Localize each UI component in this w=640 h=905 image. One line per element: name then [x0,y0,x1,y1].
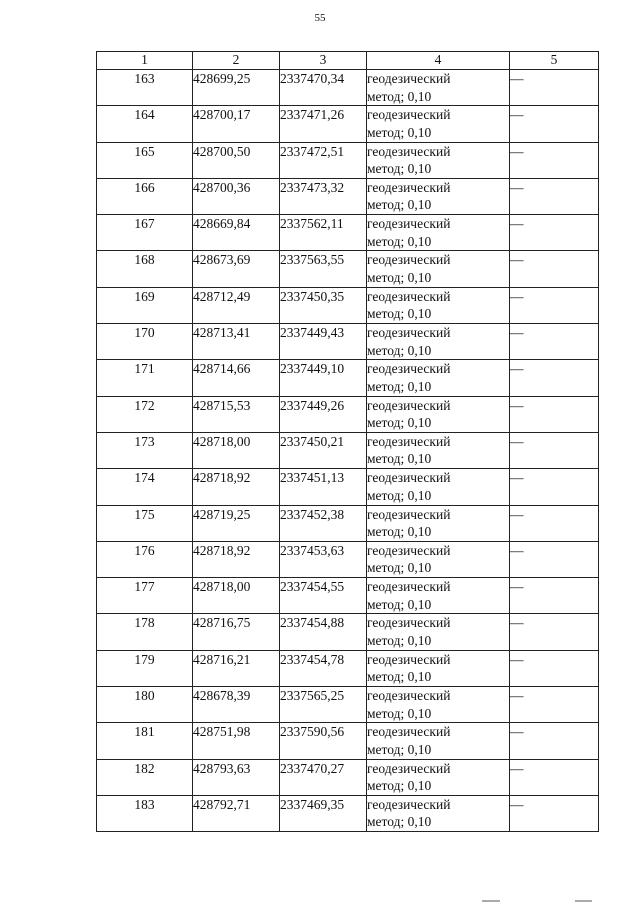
method-line-1: геодезический [367,688,451,704]
table-row [97,614,599,650]
method-line-1: геодезический [367,542,451,558]
method-line-2: метод; 0,10 [367,124,432,140]
method-accuracy [367,795,510,831]
coordinate-x: 428699,25 [193,70,280,106]
coordinate-x: 428669,84 [193,215,280,251]
coordinate-y: 2337450,21 [280,432,367,468]
method-line-2: метод; 0,10 [367,451,432,467]
method-line-1: геодезический [367,579,451,595]
coordinate-x: 428673,69 [193,251,280,287]
point-number: 173 [97,432,193,468]
point-number: 177 [97,578,193,614]
coordinate-x: 428712,49 [193,287,280,323]
table-row [97,251,599,287]
method-line-1: геодезический [367,433,451,449]
method-line-1: геодезический [367,288,451,304]
table-row [97,578,599,614]
point-number: 166 [97,178,193,214]
note-dash: — [510,505,599,541]
method-accuracy [367,541,510,577]
coordinate-y: 2337469,35 [280,795,367,831]
coordinate-y: 2337449,26 [280,396,367,432]
method-line-2: метод; 0,10 [367,669,432,685]
method-accuracy [367,578,510,614]
coordinate-x: 428715,53 [193,396,280,432]
coordinate-y: 2337563,55 [280,251,367,287]
coordinate-x: 428751,98 [193,723,280,759]
method-line-1: геодезический [367,325,451,341]
table-header-row [97,52,599,70]
coordinate-y: 2337565,25 [280,687,367,723]
coordinate-y: 2337453,63 [280,541,367,577]
table-row [97,505,599,541]
note-dash: — [510,396,599,432]
coordinate-y: 2337470,34 [280,70,367,106]
note-dash: — [510,178,599,214]
method-line-2: метод; 0,10 [367,197,432,213]
method-line-2: метод; 0,10 [367,705,432,721]
coordinate-y: 2337449,43 [280,324,367,360]
method-line-1: геодезический [367,107,451,123]
coordinate-y: 2337562,11 [280,215,367,251]
coordinates-table [96,51,599,832]
point-number: 181 [97,723,193,759]
note-dash: — [510,324,599,360]
method-line-2: метод; 0,10 [367,88,432,104]
scan-artifact-marks [480,898,600,904]
method-line-1: геодезический [367,397,451,413]
point-number: 182 [97,759,193,795]
point-number: 165 [97,142,193,178]
note-dash: — [510,469,599,505]
coordinate-y: 2337450,35 [280,287,367,323]
coordinate-y: 2337470,27 [280,759,367,795]
note-dash: — [510,650,599,686]
coordinate-x: 428713,41 [193,324,280,360]
point-number: 170 [97,324,193,360]
method-line-1: геодезический [367,724,451,740]
note-dash: — [510,70,599,106]
coordinate-x: 428678,39 [193,687,280,723]
coordinate-y: 2337454,78 [280,650,367,686]
method-accuracy [367,251,510,287]
method-line-1: геодезический [367,179,451,195]
method-accuracy [367,324,510,360]
point-number: 172 [97,396,193,432]
method-accuracy [367,142,510,178]
coordinate-y: 2337454,55 [280,578,367,614]
table-row [97,142,599,178]
note-dash: — [510,723,599,759]
table-row [97,324,599,360]
method-line-2: метод; 0,10 [367,814,432,830]
coordinate-y: 2337473,32 [280,178,367,214]
method-line-1: геодезический [367,216,451,232]
coordinate-x: 428718,92 [193,469,280,505]
point-number: 175 [97,505,193,541]
coordinate-y: 2337472,51 [280,142,367,178]
point-number: 180 [97,687,193,723]
point-number: 164 [97,106,193,142]
table-row [97,215,599,251]
method-accuracy [367,759,510,795]
method-line-1: геодезический [367,615,451,631]
note-dash: — [510,795,599,831]
table-row [97,432,599,468]
coordinate-y: 2337449,10 [280,360,367,396]
table-row [97,759,599,795]
method-accuracy [367,432,510,468]
note-dash: — [510,432,599,468]
table-row [97,178,599,214]
note-dash: — [510,541,599,577]
table-row [97,723,599,759]
table-row [97,106,599,142]
note-dash: — [510,687,599,723]
table-row [97,70,599,106]
method-accuracy [367,215,510,251]
coordinate-y: 2337471,26 [280,106,367,142]
method-line-2: метод; 0,10 [367,741,432,757]
coordinate-x: 428716,75 [193,614,280,650]
note-dash: — [510,287,599,323]
method-line-2: метод; 0,10 [367,632,432,648]
method-line-2: метод; 0,10 [367,415,432,431]
method-line-1: геодезический [367,71,451,86]
note-dash: — [510,360,599,396]
method-line-2: метод; 0,10 [367,306,432,322]
table-row [97,541,599,577]
method-accuracy [367,650,510,686]
method-accuracy [367,360,510,396]
coordinate-x: 428700,36 [193,178,280,214]
note-dash: — [510,251,599,287]
method-line-1: геодезический [367,760,451,776]
table-row [97,287,599,323]
note-dash: — [510,142,599,178]
point-number: 163 [97,70,193,106]
point-number: 174 [97,469,193,505]
coordinate-y: 2337590,56 [280,723,367,759]
method-line-2: метод; 0,10 [367,596,432,612]
method-line-2: метод; 0,10 [367,342,432,358]
coordinate-x: 428718,00 [193,578,280,614]
coordinate-x: 428793,63 [193,759,280,795]
method-accuracy [367,396,510,432]
point-number: 178 [97,614,193,650]
method-accuracy [367,614,510,650]
method-line-1: геодезический [367,506,451,522]
point-number: 179 [97,650,193,686]
method-line-1: геодезический [367,143,451,159]
table-row [97,650,599,686]
table-body [97,70,599,832]
method-line-2: метод; 0,10 [367,487,432,503]
table-row [97,360,599,396]
table-row [97,469,599,505]
note-dash: — [510,215,599,251]
method-line-2: метод; 0,10 [367,233,432,249]
method-accuracy [367,178,510,214]
method-line-1: геодезический [367,651,451,667]
coordinate-x: 428718,92 [193,541,280,577]
table-row [97,795,599,831]
page-number: 55 [314,12,326,24]
point-number: 171 [97,360,193,396]
method-accuracy [367,70,510,106]
coordinate-y: 2337454,88 [280,614,367,650]
note-dash: — [510,614,599,650]
table-row [97,396,599,432]
point-number: 168 [97,251,193,287]
method-line-2: метод; 0,10 [367,778,432,794]
method-accuracy [367,469,510,505]
method-accuracy [367,723,510,759]
coordinate-x: 428700,17 [193,106,280,142]
point-number: 176 [97,541,193,577]
column-header-1: 1 [97,52,193,70]
method-line-1: геодезический [367,470,451,486]
point-number: 183 [97,795,193,831]
method-line-1: геодезический [367,796,451,812]
method-line-1: геодезический [367,361,451,377]
method-line-2: метод; 0,10 [367,161,432,177]
column-header-2: 2 [193,52,280,70]
coordinate-x: 428792,71 [193,795,280,831]
coordinate-x: 428716,21 [193,650,280,686]
coordinate-x: 428719,25 [193,505,280,541]
coordinate-x: 428718,00 [193,432,280,468]
point-number: 167 [97,215,193,251]
method-accuracy [367,687,510,723]
column-header-3: 3 [280,52,367,70]
note-dash: — [510,759,599,795]
point-number: 169 [97,287,193,323]
coordinate-y: 2337451,13 [280,469,367,505]
method-line-1: геодезический [367,252,451,268]
method-line-2: метод; 0,10 [367,560,432,576]
coordinate-x: 428714,66 [193,360,280,396]
method-line-2: метод; 0,10 [367,524,432,540]
note-dash: — [510,106,599,142]
coordinate-y: 2337452,38 [280,505,367,541]
note-dash: — [510,578,599,614]
column-header-4: 4 [367,52,510,70]
column-header-5: 5 [510,52,599,70]
coordinate-x: 428700,50 [193,142,280,178]
method-line-2: метод; 0,10 [367,378,432,394]
method-accuracy [367,505,510,541]
method-accuracy [367,106,510,142]
method-line-2: метод; 0,10 [367,269,432,285]
table-row [97,687,599,723]
method-accuracy [367,287,510,323]
